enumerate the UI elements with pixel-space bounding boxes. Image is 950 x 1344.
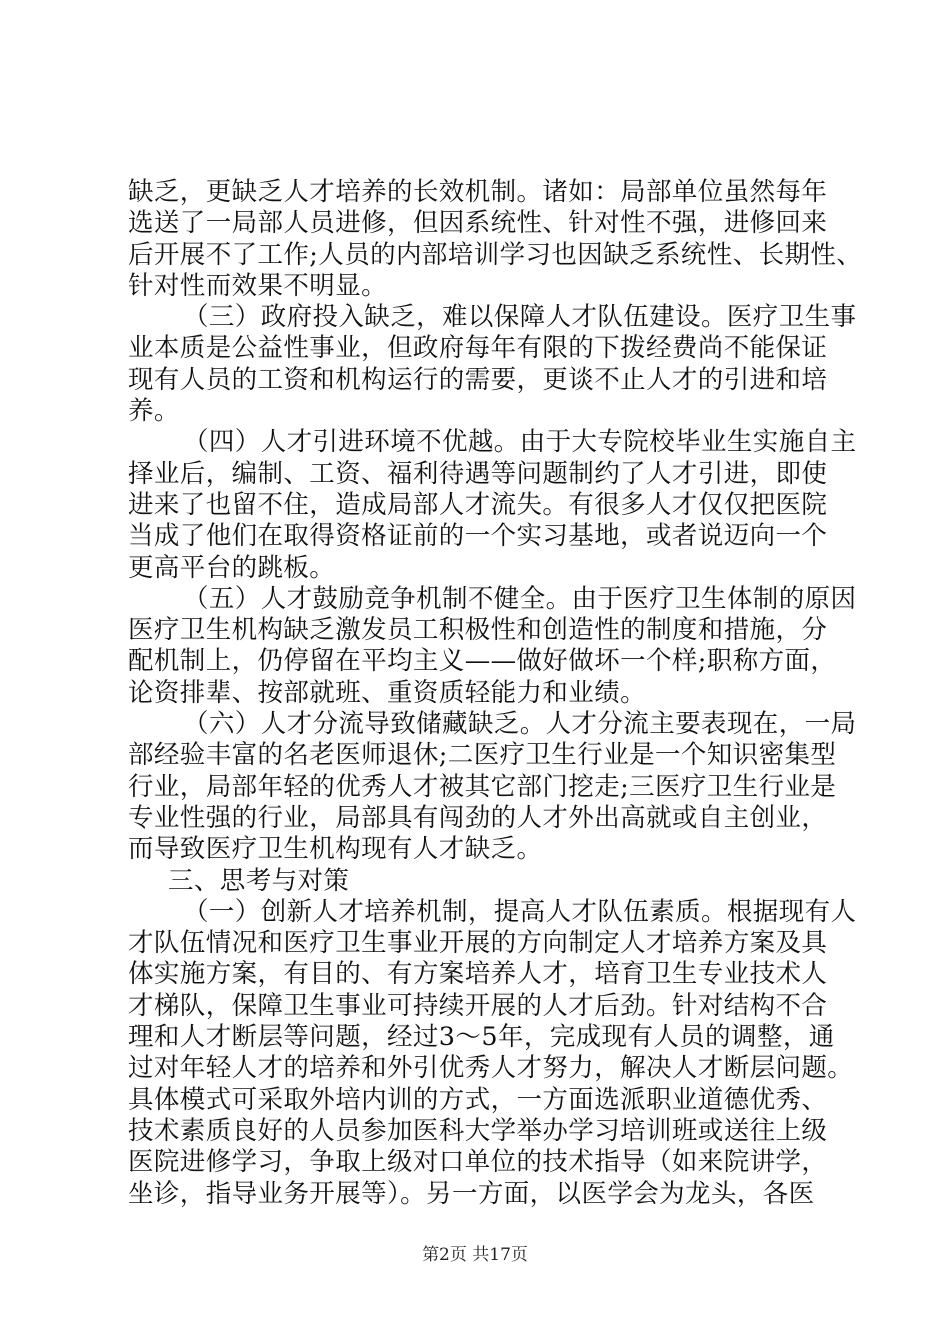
text-line: 养。 [128,396,180,427]
text-line: 专业性强的行业，局部具有闯劲的人才外出高就或自主创业， [128,802,828,833]
text-line: 现有人员的工资和机构运行的需要，更谈不止人才的引进和培 [128,364,828,395]
text-line: 进来了也留不住，造成局部人才流失。有很多人才仅仅把医院 [128,489,828,520]
text-line: 医院进修学习，争取上级对口单位的技术指导（如来院讲学， [128,1147,828,1178]
text-line: 后开展不了工作;人员的内部培训学习也因缺乏系统性、长期性、 [128,239,863,270]
section-heading: 三、思考与对策 [168,865,350,896]
paragraph-start-line: （五）人才鼓励竞争机制不健全。由于医疗卫生体制的原因 [183,583,857,614]
text-line: 择业后，编制、工资、福利待遇等问题制约了人才引进，即使 [128,458,828,489]
text-line: 论资排辈、按部就班、重资质轻能力和业绩。 [128,677,647,708]
text-line: 行业，局部年轻的优秀人才被其它部门挖走;三医疗卫生行业是 [128,771,837,802]
text-line: 配机制上，仍停留在平均主义——做好做坏一个样;职称方面， [128,646,837,677]
document-body [128,177,863,1210]
text-line: 才队伍情况和医疗卫生事业开展的方向制定人才培养方案及具 [128,928,828,959]
text-line: 缺乏，更缺乏人才培养的长效机制。诸如：局部单位虽然每年 [128,177,828,207]
page-number-footer: 第2页 共17页 [422,1245,528,1265]
paragraph-start-line: （四）人才引进环境不优越。由于大专院校毕业生实施自主 [183,427,857,458]
text-line: 具体模式可采取外培内训的方式，一方面选派职业道德优秀、 [128,1084,828,1115]
text-line: 过对年轻人才的培养和外引优秀人才努力，解决人才断层问题。 [128,1053,854,1084]
text-line: 而导致医疗卫生机构现有人才缺乏。 [128,834,543,865]
text-line: 业本质是公益性事业，但政府每年有限的下拨经费尚不能保证 [128,333,828,364]
text-line: 才梯队，保障卫生事业可持续开展的人才后劲。针对结构不合 [128,990,828,1021]
text-line: 更高平台的跳板。 [128,552,336,583]
paragraph-start-line: （三）政府投入缺乏，难以保障人才队伍建设。医疗卫生事 [183,302,857,333]
text-line: 医疗卫生机构缺乏激发员工积极性和创造性的制度和措施，分 [128,615,828,646]
text-line: 技术素质良好的人员参加医科大学举办学习培训班或送往上级 [128,1115,828,1146]
text-line: 理和人才断层等问题，经过3～5年，完成现有人员的调整，通 [128,1022,835,1053]
text-line: 当成了他们在取得资格证前的一个实习基地，或者说迈向一个 [128,521,828,552]
text-line: 坐诊，指导业务开展等）。另一方面，以医学会为龙头，各医 [128,1178,815,1209]
text-line: 部经验丰富的名老医师退休;二医疗卫生行业是一个知识密集型 [128,740,837,771]
paragraph-start-line: （一）创新人才培养机制，提高人才队伍素质。根据现有人 [183,896,857,927]
text-line: 针对性而效果不明显。 [128,270,388,301]
text-line: 体实施方案，有目的、有方案培养人才，培育卫生专业技术人 [128,959,828,990]
text-line: 选送了一局部人员进修，但因系统性、针对性不强，进修回来 [128,208,828,239]
paragraph-start-line: （六）人才分流导致储藏缺乏。人才分流主要表现在，一局 [183,709,857,740]
